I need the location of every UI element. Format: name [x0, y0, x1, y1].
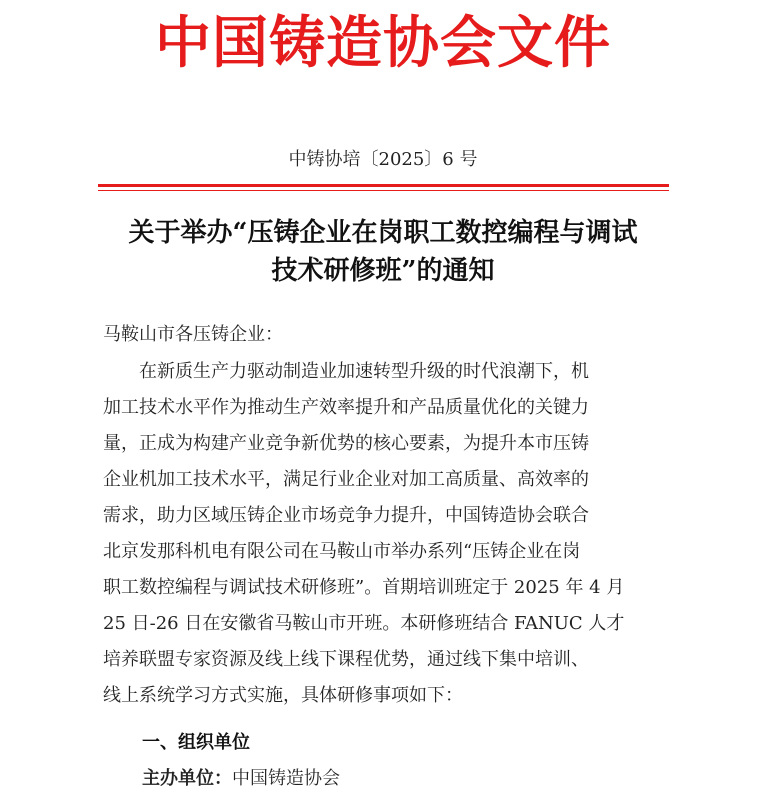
body-paragraph [103, 354, 669, 714]
notice-title-line: 技术研修班”的通知 [271, 256, 495, 286]
salutation: 马鞍山市各压铸企业： [103, 324, 283, 345]
section-heading-organizers: 一、组织单位 [142, 732, 250, 753]
organizer-label: 主办单位： [142, 768, 232, 789]
body-line: 加工技术水平作为推动生产效率提升和产品质量优化的关键力 [103, 397, 589, 418]
organizer-value: 中国铸造协会 [232, 768, 340, 789]
organizer-line [142, 762, 340, 796]
body-line: 培养联盟专家资源及线上线下课程优势，通过线下集中培训、 [103, 649, 589, 670]
body-line: 职工数控编程与调试技术研修班”。首期培训班定于 2025 年 4 月 [103, 577, 625, 598]
body-line: 在新质生产力驱动制造业加速转型升级的时代浪潮下，机 [139, 361, 589, 382]
body-line: 量，正成为构建产业竞争新优势的核心要素，为提升本市压铸 [103, 433, 589, 454]
body-line: 企业机加工技术水平，满足行业企业对加工高质量、高效率的 [103, 469, 589, 490]
document-header-title: 中国铸造协会文件 [155, 10, 611, 76]
body-line: 需求，助力区域压铸企业市场竞争力提升，中国铸造协会联合 [103, 505, 589, 526]
notice-title-line: 关于举办“压铸企业在岗职工数控编程与调试 [128, 218, 638, 248]
body-line: 25 日-26 日在安徽省马鞍山市开班。本研修班结合 FANUC 人才 [103, 613, 625, 634]
header-red-rule-thick [98, 184, 669, 187]
notice-title [86, 214, 680, 290]
body-line: 线上系统学习方式实施，具体研修事项如下： [103, 685, 463, 706]
document-number: 中铸协培〔2025〕6 号 [288, 149, 478, 170]
body-line: 北京发那科机电有限公司在马鞍山市举办系列“压铸企业在岗 [103, 541, 581, 562]
header-red-rule-thin [98, 190, 669, 191]
